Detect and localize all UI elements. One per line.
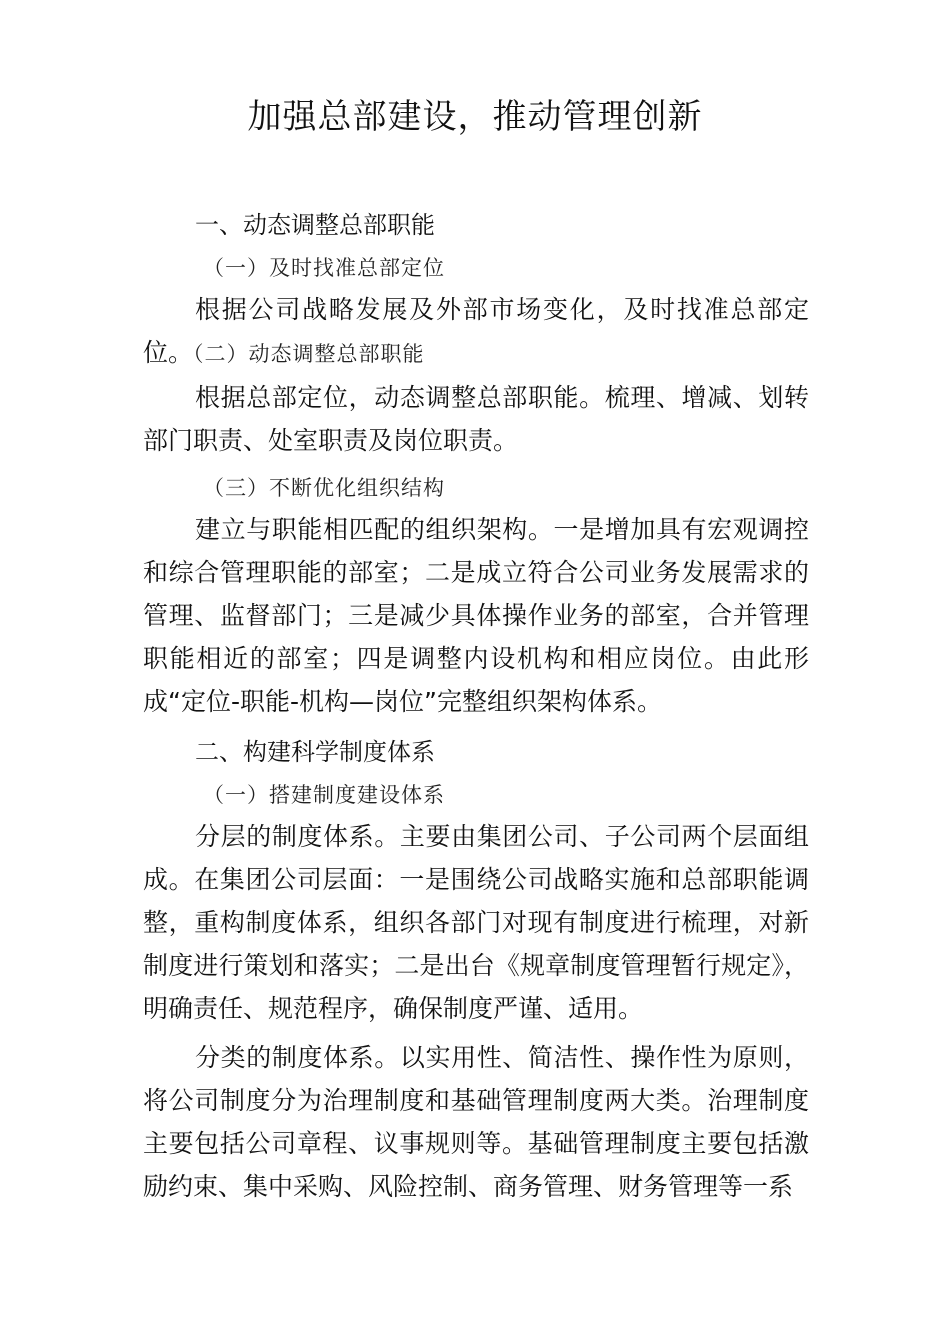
paragraph-2-2: 分类的制度体系。以实用性、简洁性、操作性为原则，将公司制度分为治理制度和基础管理制度两大类。治理制度主要包括公司章程、议事规则等。基础管理制度主要包括激励约束、集中采购、风险控制、商务管理、财务管理等一系 [143, 1043, 809, 1201]
paragraph-2-1: 分层的制度体系。主要由集团公司、子公司两个层面组成。在集团公司层面：一是围绕公司战略实施和总部职能调整，重构制度体系，组织各部门对现有制度进行梳理，对新制度进行策划和落实；二是出台《规章制度管理暂行规定》，明确责任、规范程序，确保制度严谨、适用。 [143, 822, 809, 1023]
document-title: 加强总部建设，推动管理创新 [247, 97, 703, 137]
subsection-heading-1-2: （二）动态调整总部职能 [193, 342, 425, 366]
section-heading-1: 一、动态调整总部职能 [195, 211, 435, 239]
subsection-heading-1-1: （一）及时找准总部定位 [203, 256, 445, 280]
document-body [143, 202, 809, 1208]
subsection-heading-2-1: （一）搭建制度建设体系 [203, 783, 445, 807]
section-heading-2: 二、构建科学制度体系 [195, 738, 435, 766]
paragraph-1-1 [143, 288, 809, 376]
paragraph-1-1-text: 根据公司战略发展及外部市场变化，及时找准总部定位。 [143, 295, 809, 367]
paragraph-1-2: 根据总部定位，动态调整总部职能。梳理、增减、划转部门职责、处室职责及岗位职责。 [143, 383, 809, 455]
subsection-heading-1-3: （三）不断优化组织结构 [203, 476, 445, 500]
paragraph-1-3: 建立与职能相匹配的组织架构。一是增加具有宏观调控和综合管理职能的部室；二是成立符合公司业务发展需求的管理、监督部门；三是减少具体操作业务的部室，合并管理职能相近的部室；四是调整内设机构和相应岗位。由此形成“定位-职能-机构—岗位”完整组织架构体系。 [143, 515, 809, 716]
